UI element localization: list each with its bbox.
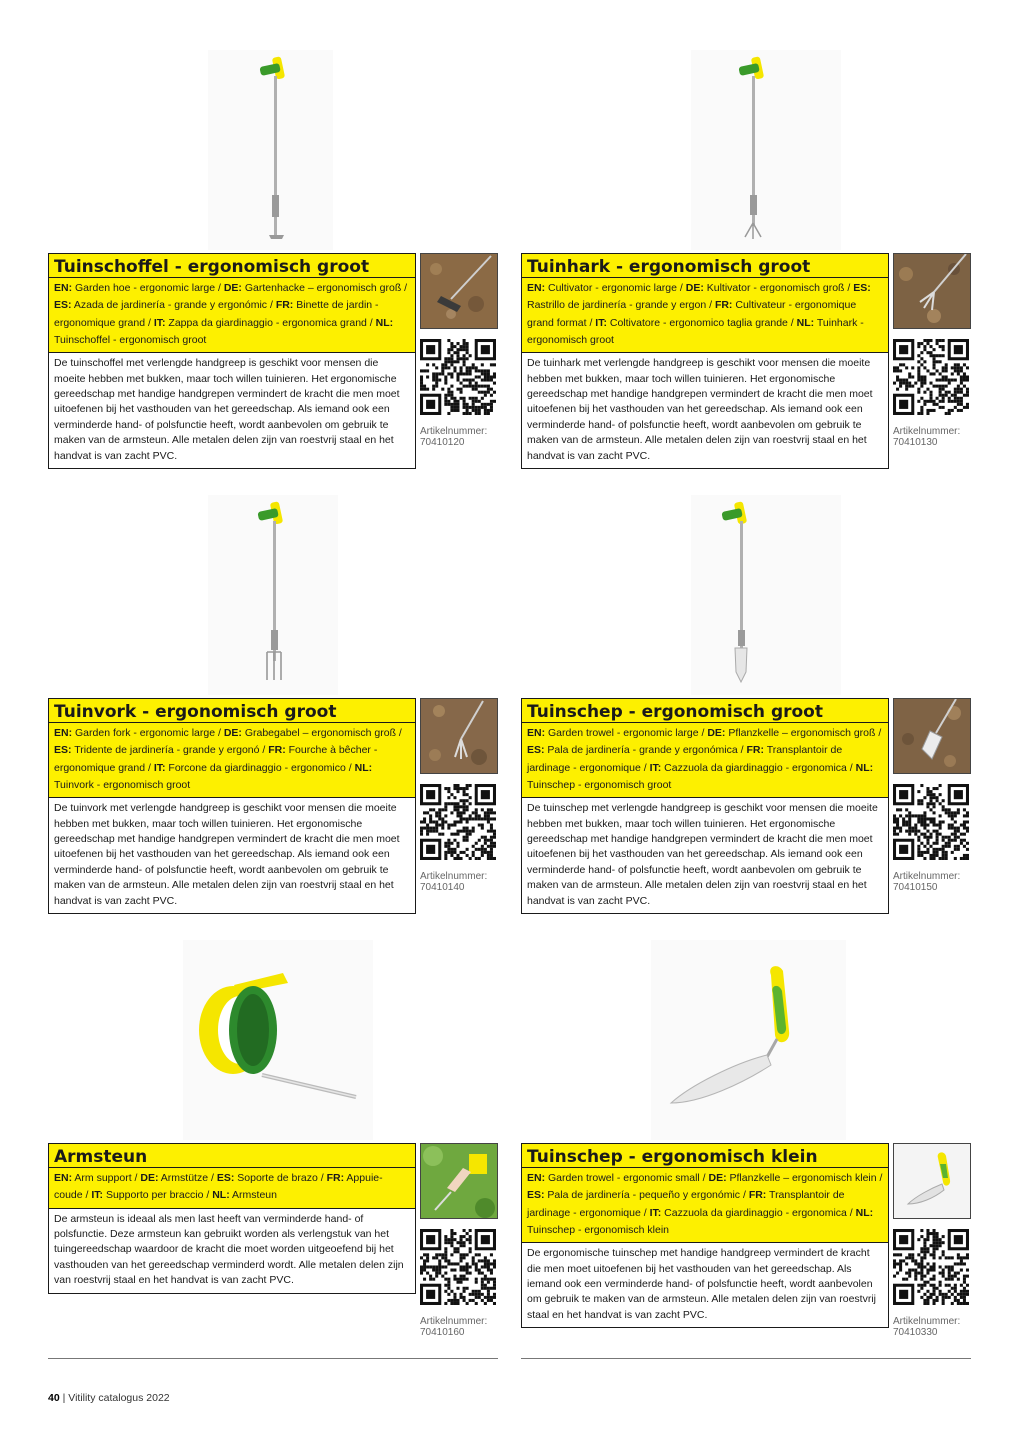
lang-text: Garden hoe - ergonomic large / [72, 282, 224, 294]
qr-code[interactable] [420, 339, 496, 415]
product-photo [48, 935, 498, 1142]
product-description: De tuinvork met verlengde handgreep is geschikt voor mensen die moeite hebben met bukken, maar toch willen tuinieren. Het ergonomische gereedschap met handige handgrepen vermindert de kracht die men moet uitoefenen bij het vasthouden van het gereedschap. Als iemand ook een verminderde hand- of polsfunctie heeft, wordt aanbevolen om gebruik te maken van de armsteun. Alle metalen delen zijn van roestvrij staal en het handvat is van zacht PVC. [49, 798, 415, 913]
lang-text: Garden trowel - ergonomic small / [545, 1172, 709, 1184]
lang-code: IT: [595, 316, 607, 329]
lang-text: Cazzuola da giardinaggio - ergonomica / [661, 761, 856, 774]
article-label: Artikelnummer: [420, 871, 488, 882]
lang-code: EN: [54, 1172, 73, 1184]
lang-text: Armstütze / [158, 1172, 217, 1184]
translations [49, 1168, 415, 1209]
lang-code: NL: [354, 761, 373, 774]
product-title: Tuinschoffel - ergonomisch groot [49, 254, 415, 278]
product-side [420, 698, 498, 893]
lang-text: Garden fork - ergonomic large / [72, 727, 224, 739]
lang-code: IT: [649, 1206, 662, 1219]
product-photo [48, 490, 498, 697]
lang-code: EN: [54, 282, 73, 294]
lang-code: DE: [223, 727, 242, 739]
product-side [893, 1143, 971, 1338]
lang-text: Cultivateur - ergonomique grand format / [527, 299, 857, 329]
lang-code: DE: [223, 282, 242, 294]
lang-code: NL: [855, 1206, 874, 1219]
lang-text: Pflanzkelle – ergonomisch klein / [726, 1172, 883, 1184]
lang-code: EN: [527, 282, 546, 294]
lang-code: FR: [326, 1172, 345, 1184]
article-label: Artikelnummer: [420, 426, 488, 437]
product-photo [521, 45, 971, 252]
lang-code: ES: [853, 282, 871, 294]
lang-code: DE: [685, 282, 704, 294]
lang-text: Tuinschep - ergonomisch klein [527, 1223, 670, 1236]
lang-text: Transplantoir de jardinage - ergonomique / [527, 744, 843, 774]
product-photo [48, 45, 498, 252]
lang-code: EN: [527, 727, 546, 739]
product-info [521, 698, 889, 914]
lang-text: Tridente de jardinería - grande y ergonó / [71, 744, 269, 757]
footer-separator: | [59, 1392, 69, 1404]
lang-text: Fourche à bêcher - ergonomique grand / [54, 744, 378, 774]
lang-code: FR: [748, 1189, 767, 1202]
lang-text: Tuinhark - ergonomisch groot [527, 316, 864, 346]
product-side [893, 253, 971, 448]
product-info [521, 253, 889, 469]
lang-code: IT: [153, 761, 166, 774]
usage-photo [420, 1143, 498, 1219]
lang-text: Appuie-coude / [54, 1172, 383, 1202]
catalog-name: Vitility catalogus 2022 [68, 1392, 170, 1404]
lang-text: Zappa da giardinaggio - ergonomica grand / [165, 316, 376, 329]
lang-code: IT: [649, 761, 662, 774]
article-number: 70410160 [420, 1327, 465, 1338]
lang-text: Arm support / [72, 1172, 141, 1184]
article-number: 70410120 [420, 437, 465, 448]
lang-text: Cazzuola da giardinaggio - ergonomica / [661, 1206, 856, 1219]
qr-code[interactable] [893, 784, 969, 860]
lang-code: IT: [91, 1189, 104, 1202]
lang-text: Transplantoir de jardinage - ergonomique / [527, 1189, 845, 1219]
product-description: De tuinschep met verlengde handgreep is geschikt voor mensen die moeite hebben met bukken, maar toch willen tuinieren. Het ergonomische gereedschap met handige handgrepen vermindert de kracht die men moet uitoefenen bij het vasthouden van het gereedschap. Als iemand ook een verminderde hand- of polsfunctie heeft, wordt aanbevolen om gebruik te maken van de armsteun. Alle metalen delen zijn van roestvrij staal en het handvat is van zacht PVC. [522, 798, 888, 913]
divider-right [521, 1358, 971, 1359]
lang-text: Grabegabel – ergonomisch groß / [241, 727, 402, 739]
lang-text: Rastrillo de jardinería - grande y ergon / [527, 299, 715, 312]
lang-code: ES: [54, 744, 72, 757]
product-card [48, 45, 498, 462]
product-description: De ergonomische tuinschep met handige handgreep vermindert de kracht die men moet uitoefenen bij het vasthouden van het gereedschap. Als iemand ook een verminderde hand- of polsfunctie heeft, wordt aanbevolen om gebruik te maken van de armsteun. Alle metalen delen zijn van roestvrij staal en het handvat is van zacht PVC. [522, 1243, 888, 1327]
translations [49, 278, 415, 353]
lang-code: ES: [216, 1172, 235, 1184]
lang-code: DE: [140, 1172, 159, 1184]
translations [49, 723, 415, 798]
product-card [48, 490, 498, 907]
usage-photo [420, 698, 498, 774]
article-number: 70410140 [420, 882, 465, 893]
product-info [48, 698, 416, 914]
article-label: Artikelnummer: [893, 871, 961, 882]
translations [522, 1168, 888, 1243]
product-title: Tuinvork - ergonomisch groot [49, 699, 415, 723]
lang-text: Armsteun [229, 1189, 277, 1202]
product-description: De tuinschoffel met verlengde handgreep is geschikt voor mensen die moeite hebben met bukken, maar toch willen tuinieren. Het ergonomische gereedschap met handige handgrepen vermindert de kracht die men moet uitoefenen bij het vasthouden van het gereedschap. Als iemand ook een verminderde hand- of polsfunctie heeft, wordt aanbevolen om gebruik te maken van de armsteun. Alle metalen delen zijn van roestvrij staal en het handvat is van zacht PVC. [49, 353, 415, 468]
qr-code[interactable] [420, 1229, 496, 1305]
lang-text: Pala de jardinería - grande y ergonómica / [544, 744, 747, 757]
lang-code: EN: [527, 1172, 546, 1184]
product-info [48, 253, 416, 469]
lang-text: Supporto per braccio / [103, 1189, 213, 1202]
lang-code: DE: [707, 727, 726, 739]
lang-code: EN: [54, 727, 73, 739]
product-photo [521, 490, 971, 697]
product-side [893, 698, 971, 893]
lang-text: Garden trowel - ergonomic large / [545, 727, 708, 739]
lang-code: NL: [855, 761, 874, 774]
lang-text: Kultivator - ergonomisch groß / [703, 282, 854, 294]
article-label: Artikelnummer: [420, 1316, 488, 1327]
lang-code: IT: [153, 316, 166, 329]
article-number: 70410130 [893, 437, 938, 448]
usage-photo [893, 698, 971, 774]
product-title: Tuinschep - ergonomisch groot [522, 699, 888, 723]
product-card [521, 45, 971, 462]
divider-left [48, 1358, 498, 1359]
article-label: Artikelnummer: [893, 1316, 961, 1327]
lang-code: ES: [54, 299, 72, 312]
product-side [420, 1143, 498, 1338]
lang-code: FR: [746, 744, 764, 757]
article-number: 70410150 [893, 882, 938, 893]
lang-code: ES: [527, 1189, 545, 1202]
lang-code: FR: [268, 744, 286, 757]
product-card [521, 490, 971, 907]
product-card [48, 935, 498, 1338]
lang-text: Coltivatore - ergonomico taglia grande / [606, 316, 797, 329]
product-title: Tuinhark - ergonomisch groot [522, 254, 888, 278]
lang-code: NL: [375, 316, 394, 329]
qr-code[interactable] [893, 339, 969, 415]
product-info [521, 1143, 889, 1328]
usage-photo [893, 1143, 971, 1219]
lang-code: FR: [714, 299, 733, 312]
translations [522, 723, 888, 798]
product-card [521, 935, 971, 1338]
lang-code: FR: [275, 299, 294, 312]
lang-code: NL: [796, 316, 815, 329]
lang-text: Tuinschoffel - ergonomisch groot [54, 333, 207, 346]
product-info [48, 1143, 416, 1294]
usage-photo [420, 253, 498, 329]
lang-text: Azada de jardinería - grande y ergonómic / [71, 299, 276, 312]
page-number: 40 [48, 1392, 60, 1404]
page-footer [48, 1392, 170, 1404]
article-label: Artikelnummer: [893, 426, 961, 437]
lang-text: Pala de jardinería - pequeño y ergonómic / [544, 1189, 749, 1202]
lang-text: Gartenhacke – ergonomisch groß / [241, 282, 408, 294]
lang-code: DE: [708, 1172, 727, 1184]
lang-text: Forcone da giardinaggio - ergonomico / [165, 761, 355, 774]
product-description: De armsteun is ideaal als men last heeft van verminderde hand- of polsfunctie. Deze armsteun kan gebruikt worden als verlengstuk van het tuingereedschap waardoor de kracht die moet worden uitgeoefend bij het vasthouden van het gereedschap verminderd wordt. Alle metalen delen zijn van roestvrij staal en het handvat is van zacht PVC. [49, 1209, 415, 1293]
article-number: 70410330 [893, 1327, 938, 1338]
product-description: De tuinhark met verlengde handgreep is geschikt voor mensen die moeite hebben met bukken, maar toch willen tuinieren. Het ergonomische gereedschap met handige handgrepen vermindert de kracht die men moet uitoefenen bij het vasthouden van het gereedschap. Als iemand ook een verminderde hand- of polsfunctie heeft, wordt aanbevolen om gebruik te maken van de armsteun. Alle metalen delen zijn van roestvrij staal en het handvat is van zacht PVC. [522, 353, 888, 468]
lang-code: ES: [527, 744, 545, 757]
qr-code[interactable] [893, 1229, 969, 1305]
lang-text: Cultivator - ergonomic large / [545, 282, 686, 294]
lang-text: Binette de jardin - ergonomique grand / [54, 299, 379, 329]
lang-code: NL: [212, 1189, 230, 1202]
lang-text: Soporte de brazo / [234, 1172, 327, 1184]
lang-text: Tuinschep - ergonomisch groot [527, 778, 672, 791]
product-photo [521, 935, 971, 1142]
lang-text: Tuinvork - ergonomisch groot [54, 778, 191, 791]
qr-code[interactable] [420, 784, 496, 860]
usage-photo [893, 253, 971, 329]
product-title: Tuinschep - ergonomisch klein [522, 1144, 888, 1168]
product-side [420, 253, 498, 448]
lang-text: Pflanzkelle – ergonomisch groß / [725, 727, 882, 739]
translations [522, 278, 888, 353]
product-title: Armsteun [49, 1144, 415, 1168]
